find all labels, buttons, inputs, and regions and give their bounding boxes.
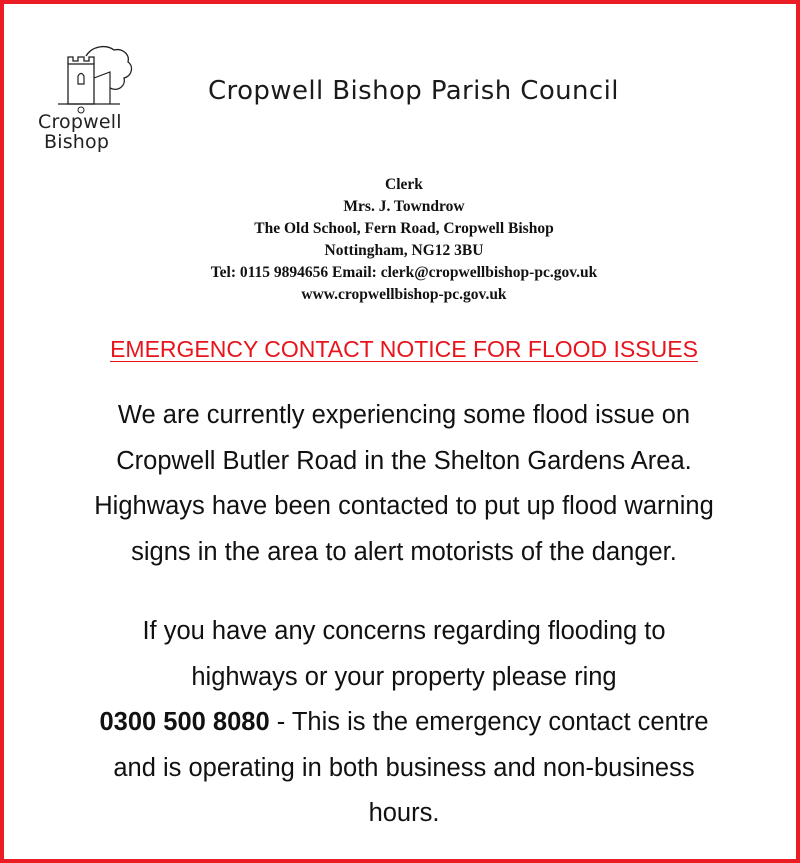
council-title: Cropwell Bishop Parish Council — [208, 76, 619, 106]
para2-line: If you have any concerns regarding flooding to — [142, 617, 666, 645]
para2-line: hours. — [368, 799, 440, 827]
clerk-contact: Tel: 0115 9894656 Email: clerk@cropwellbishop-pc.gov.uk — [210, 264, 598, 281]
council-website: www.cropwellbishop-pc.gov.uk — [301, 286, 507, 303]
para1-line: We are currently experiencing some flood issue on — [117, 401, 691, 429]
clerk-street: The Old School, Fern Road, Cropwell Bishop — [254, 220, 554, 237]
emergency-phone-number: 0300 500 8080 — [99, 708, 270, 736]
para1-line: signs in the area to alert motorists of the danger. — [131, 537, 677, 566]
para2-line: highways or your property please ring — [191, 662, 617, 691]
para1-line: Cropwell Butler Road in the Shelton Gardens Area. — [116, 446, 692, 475]
flood-status-paragraph — [4, 393, 800, 575]
logo-word-bishop: Bishop — [44, 131, 110, 153]
clerk-name: Mrs. J. Towndrow — [343, 198, 465, 215]
notice-heading — [4, 336, 800, 363]
para2-line-phone — [4, 700, 800, 746]
para1-line: Highways have been contacted to put up flood warning — [94, 492, 714, 520]
parish-logo — [34, 42, 144, 160]
phone-description: - This is the emergency contact centre — [269, 708, 709, 736]
emergency-contact-paragraph — [4, 609, 800, 837]
para2-line: and is operating in both business and non-business — [113, 753, 695, 782]
clerk-address-block — [4, 174, 800, 306]
logo-word-cropwell: Cropwell — [38, 111, 122, 133]
church-tower-icon — [34, 42, 144, 114]
clerk-city: Nottingham, NG12 3BU — [324, 242, 484, 259]
notice-heading-text: EMERGENCY CONTACT NOTICE FOR FLOOD ISSUES — [110, 336, 698, 362]
clerk-role: Clerk — [385, 176, 423, 193]
